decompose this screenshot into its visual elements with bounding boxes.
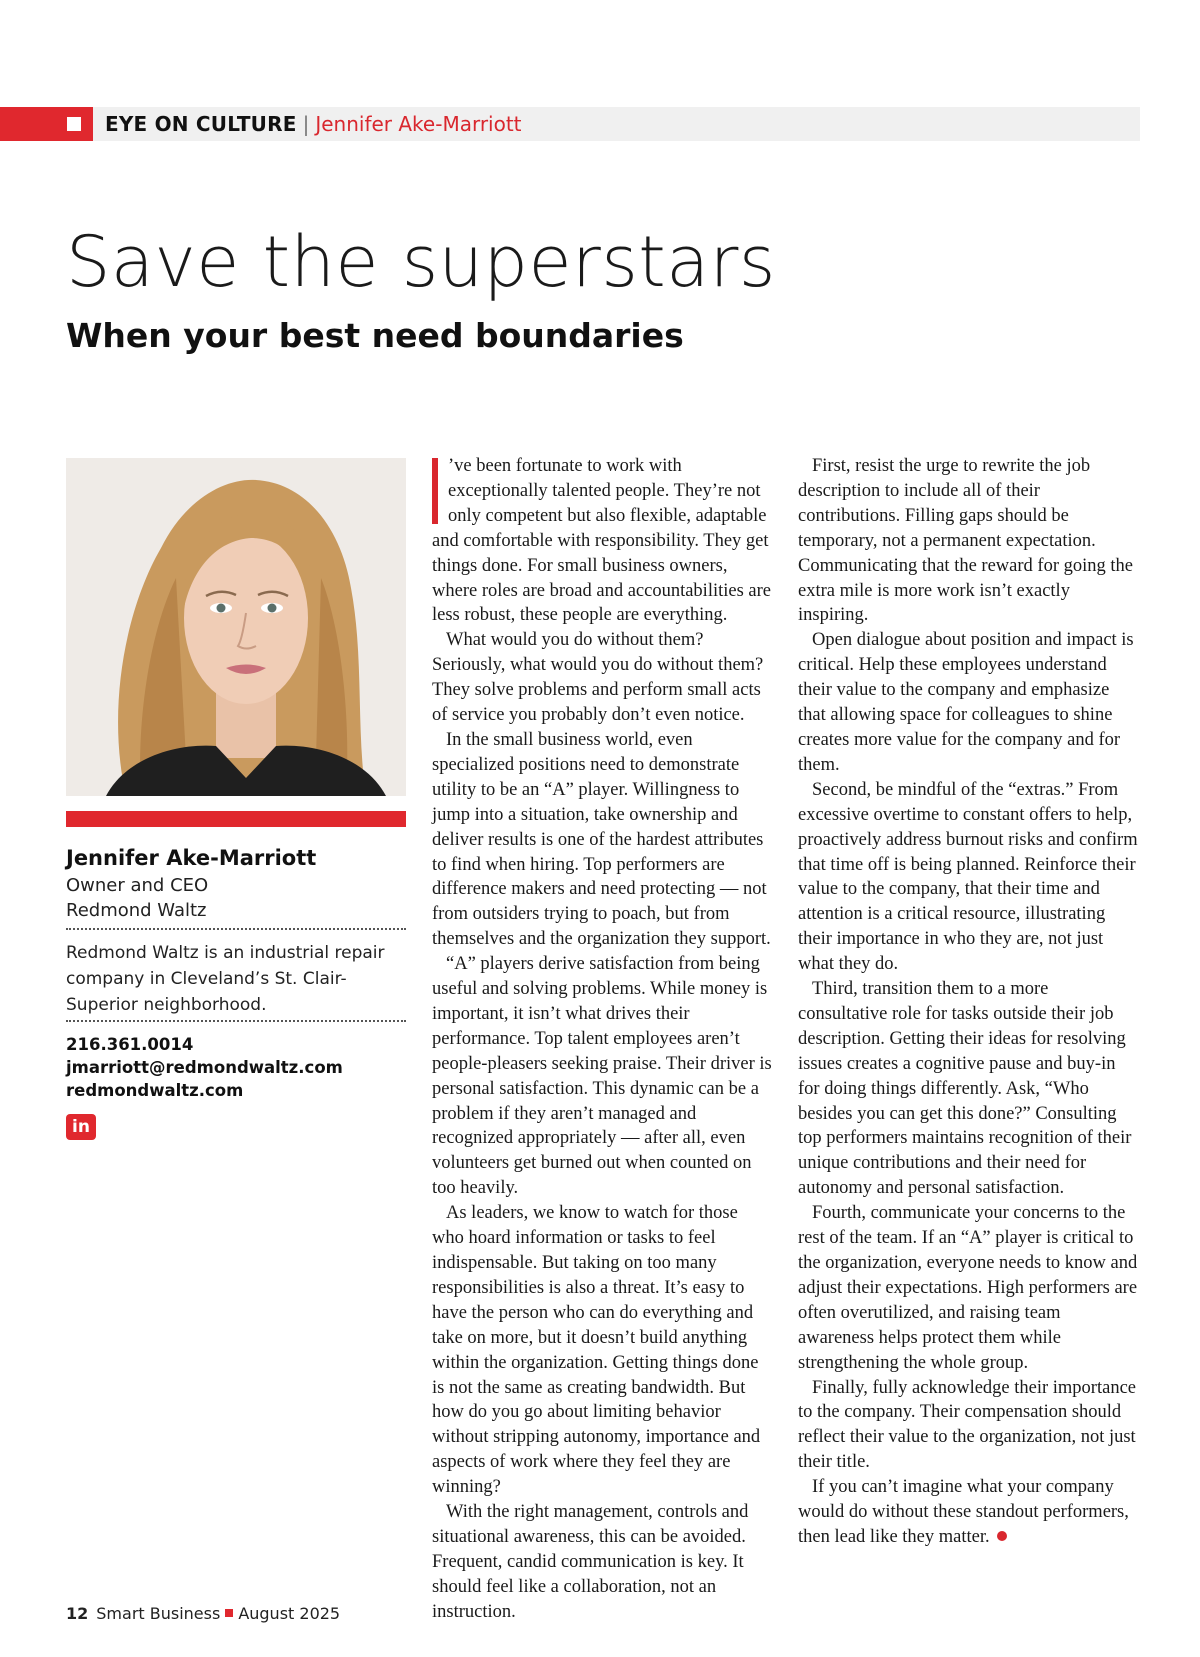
linkedin-icon[interactable]: in — [66, 1114, 96, 1140]
article-paragraph: As leaders, we know to watch for those who hoard information or tasks to feel indispensable. But taking on too many responsibilities is also a threat. It’s easy to have the person who can do everything and take on more, but it doesn’t build anything within the organization. Getting things done is not the same as creating bandwidth. But how do you go about limiting behavior without stripping autonomy, importance and aspects of work where they feel they are winning? — [432, 1203, 761, 1498]
page-footer — [66, 1604, 340, 1623]
article-column-1 — [432, 454, 772, 1625]
article-headline: Save the superstars — [66, 221, 776, 303]
footer-square-icon — [225, 1609, 233, 1617]
drop-cap-bar — [432, 458, 438, 524]
article-paragraph: In the small business world, even specialized positions need to demonstrate utility to be an “A” player. Willingness to jump into a situation, take ownership and deliver results is one of the hardest attributes to find when hiring. Top performers are difference makers and need protecting — not from outsiders trying to poach, but from themselves and the organization they support. — [432, 729, 771, 950]
author-email[interactable]: jmarriott@redmondwaltz.com — [66, 1058, 343, 1077]
article-paragraph: First, resist the urge to rewrite the job description to include all of their contributions. Filling gaps should be temporary, not a permanent expectation. Communicating that the reward for going the extra mile is more work isn’t exactly inspiring. — [798, 456, 1133, 626]
author-phone: 216.361.0014 — [66, 1035, 194, 1054]
company-description: Redmond Waltz is an industrial repair company in Cleveland’s St. Clair-Superior neighborhood. — [66, 943, 385, 1015]
author-title: Owner and CEO — [66, 875, 209, 896]
photo-accent-bar — [66, 811, 406, 827]
article-paragraph: ’ve been fortunate to work with exceptionally talented people. They’re not only competent but also flexible, adaptable and comfortable with responsibility. They get things done. For small business owners, where roles are broad and accountabilities are less robust, these people are everything. — [432, 456, 771, 626]
page-number: 12 — [66, 1604, 89, 1623]
article-paragraph: Finally, fully acknowledge their importance to the company. Their compensation should reflect their value to the organization, not just their title. — [798, 1377, 1136, 1473]
article-paragraph: Open dialogue about position and impact is critical. Help these employees understand their value to the company and emphasize that allowing space for colleagues to shine creates more value for the company and for them. — [798, 630, 1134, 775]
square-icon — [67, 117, 81, 131]
article-column-2 — [798, 454, 1140, 1550]
article-paragraph: Third, transition them to a more consultative role for tasks outside their job description. Getting their ideas for resolving issues creates a cognitive pause and buy-in for doing things differently. Ask, “Who besides you can get this done?” Consulting top performers maintains recognition of their unique contributions and their need for autonomy and personal satisfaction. — [798, 979, 1132, 1199]
section-name: EYE ON CULTURE — [105, 112, 297, 136]
section-author: Jennifer Ake-Marriott — [315, 112, 522, 136]
section-header-band — [0, 107, 1140, 141]
author-name: Jennifer Ake-Marriott — [66, 846, 317, 870]
publication-name: Smart Business — [96, 1604, 221, 1623]
article-paragraph: With the right management, controls and situational awareness, this can be avoided. Frequent, candid communication is key. It should feel like a collaboration, not an instruction. — [432, 1502, 749, 1622]
divider — [66, 1020, 406, 1022]
author-company: Redmond Waltz — [66, 900, 207, 921]
article-subheadline: When your best need boundaries — [66, 316, 684, 355]
divider — [66, 928, 406, 930]
section-separator: | — [302, 112, 310, 136]
author-photo — [66, 458, 406, 796]
article-paragraph: What would you do without them? Seriously, what would you do without them? They solve problems and perform small acts of service you probably don’t even notice. — [432, 630, 764, 726]
section-marker — [0, 107, 93, 141]
section-label — [105, 114, 522, 134]
article-paragraph: Second, be mindful of the “extras.” From excessive overtime to constant offers to help, proactively address burnout risks and confirm that time off is being planned. Reinforce their value to the company, that their time and attention is a critical resource, illustrating their importance in who they are, not just what they do. — [798, 779, 1138, 975]
issue-date: August 2025 — [238, 1604, 341, 1623]
article-paragraph: Fourth, communicate your concerns to the rest of the team. If an “A” player is critical to the organization, everyone needs to know and adjust their expectations. High performers are often overutilized, and raising team awareness helps protect them while strengthening the whole group. — [798, 1203, 1138, 1373]
article-paragraph-final: If you can’t imagine what your company would do without these standout performers, then lead like they matter. — [798, 1477, 1129, 1547]
article-paragraph: “A” players derive satisfaction from being useful and solving problems. While money is important, it isn’t what drives their performance. Top talent employees aren’t people-pleasers seeking praise. Their driver is personal satisfaction. This dynamic can be a problem if they aren’t managed and recognized appropriately — after all, even volunteers get burned out when counted on too heavily. — [432, 954, 772, 1199]
company-website[interactable]: redmondwaltz.com — [66, 1081, 244, 1100]
end-mark-icon — [997, 1531, 1007, 1541]
